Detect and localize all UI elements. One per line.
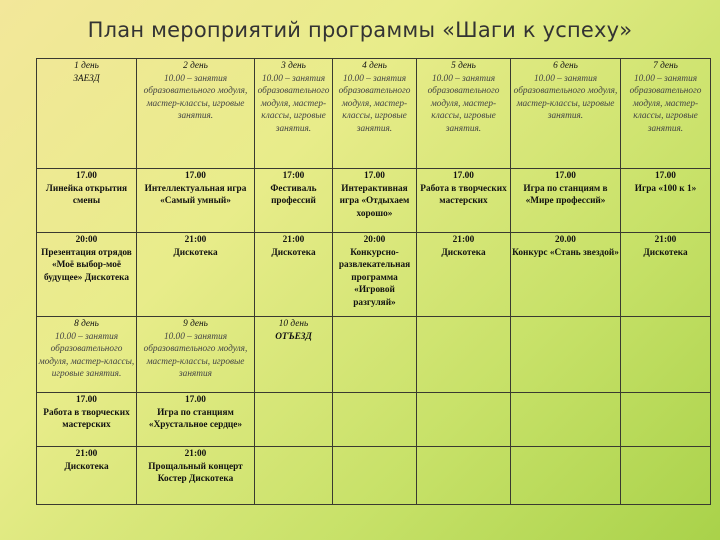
- empty-cell: [621, 317, 711, 393]
- event-cell: [417, 233, 511, 317]
- event-text: Работа в творческих мастерских: [420, 183, 507, 207]
- table-row: [37, 169, 711, 233]
- event-time: 17.00: [655, 171, 676, 181]
- day-1-cell: [37, 59, 137, 169]
- schedule-table: [36, 58, 711, 505]
- event-cell: [511, 169, 621, 233]
- event-cell: [255, 233, 333, 317]
- day-label: 8 день: [74, 319, 99, 329]
- day-6-cell: [511, 59, 621, 169]
- table-row: [37, 59, 711, 169]
- cell-text: 10.00 – занятия образовательного модуля, мастер-классы, игровые занятия.: [513, 73, 618, 122]
- day-label: 1 день: [74, 61, 99, 71]
- event-text: Конкурс «Стань звездой»: [512, 247, 619, 258]
- event-time: 20:00: [363, 235, 386, 245]
- event-time: 17.00: [555, 171, 576, 181]
- cell-text: ЗАЕЗД: [73, 73, 100, 84]
- event-cell: [621, 233, 711, 317]
- event-time: 21:00: [452, 235, 475, 245]
- event-cell: [37, 393, 137, 447]
- table-row: [37, 233, 711, 317]
- event-text: Дискотека: [643, 247, 688, 258]
- event-time: 20.00: [555, 235, 576, 245]
- event-text: Игра по станциям в «Мире профессий»: [523, 183, 608, 207]
- event-text: Дискотека: [173, 247, 218, 258]
- event-text: Презентация отрядов «Моё выбор-моё будущее» Дискотека: [41, 247, 132, 283]
- table-row: [37, 317, 711, 393]
- event-text: Дискотека: [64, 461, 109, 472]
- event-time: 17.00: [76, 395, 97, 405]
- event-time: 21:00: [184, 235, 207, 245]
- event-cell: [37, 447, 137, 505]
- event-time: 21:00: [184, 449, 207, 459]
- day-2-cell: [137, 59, 255, 169]
- day-label: 6 день: [553, 61, 578, 71]
- event-time: 17.00: [185, 171, 206, 181]
- table-row: [37, 393, 711, 447]
- cell-text: 10.00 – занятия образовательного модуля, мастер-классы, игровые занятия.: [629, 73, 702, 134]
- event-text: Игра «100 к 1»: [634, 183, 697, 194]
- empty-cell: [511, 393, 621, 447]
- page-title: План мероприятий программы «Шаги к успеху»: [87, 18, 633, 42]
- empty-cell: [511, 447, 621, 505]
- cell-text: 10.00 – занятия образовательного модуля, мастер-классы, игровые занятия.: [143, 73, 248, 122]
- event-cell: [37, 233, 137, 317]
- event-text: Дискотека: [271, 247, 316, 258]
- event-time: 21:00: [282, 235, 305, 245]
- day-4-cell: [333, 59, 417, 169]
- event-text: Фестиваль профессий: [270, 183, 317, 207]
- day-label: 7 день: [653, 61, 678, 71]
- event-text: Конкурсно-развлекательная программа «Игровой разгуляй»: [338, 247, 411, 308]
- event-cell: [137, 169, 255, 233]
- day-10-cell: [255, 317, 333, 393]
- event-text: Дискотека: [441, 247, 486, 258]
- event-time: 21:00: [75, 449, 98, 459]
- day-label: 2 день: [183, 61, 208, 71]
- event-cell: [333, 233, 417, 317]
- day-label: 9 день: [183, 319, 208, 329]
- event-text: Работа в творческих мастерских: [43, 407, 130, 431]
- empty-cell: [255, 447, 333, 505]
- day-label: 10 день: [278, 319, 309, 329]
- empty-cell: [255, 393, 333, 447]
- event-time: 17.00: [76, 171, 97, 181]
- day-7-cell: [621, 59, 711, 169]
- empty-cell: [333, 447, 417, 505]
- event-time: 17.00: [453, 171, 474, 181]
- event-cell: [255, 169, 333, 233]
- event-cell: [137, 447, 255, 505]
- event-text: Линейка открытия смены: [45, 183, 128, 207]
- table-row: [37, 447, 711, 505]
- empty-cell: [621, 447, 711, 505]
- day-label: 5 день: [451, 61, 476, 71]
- day-label: 3 день: [281, 61, 306, 71]
- day-8-cell: [37, 317, 137, 393]
- cell-text: ОТЪЕЗД: [275, 331, 312, 342]
- day-5-cell: [417, 59, 511, 169]
- event-cell: [137, 233, 255, 317]
- event-time: 17:00: [282, 171, 305, 181]
- event-text: Игра по станциям «Хрустальное сердце»: [148, 407, 243, 431]
- event-time: 21:00: [654, 235, 677, 245]
- day-9-cell: [137, 317, 255, 393]
- event-time: 17.00: [364, 171, 385, 181]
- empty-cell: [417, 393, 511, 447]
- event-text: Интеллектуальная игра «Самый умный»: [144, 183, 247, 207]
- event-cell: [137, 393, 255, 447]
- empty-cell: [511, 317, 621, 393]
- cell-text: 10.00 – занятия образовательного модуля, мастер-классы, игровые занятия.: [427, 73, 500, 134]
- event-cell: [333, 169, 417, 233]
- event-cell: [37, 169, 137, 233]
- empty-cell: [333, 393, 417, 447]
- cell-text: 10.00 – занятия образовательного модуля, мастер-классы, игровые занятия.: [338, 73, 411, 134]
- event-cell: [621, 169, 711, 233]
- empty-cell: [333, 317, 417, 393]
- cell-text: 10.00 – занятия образовательного модуля, мастер-классы, игровые занятия.: [257, 73, 330, 134]
- event-time: 20:00: [75, 235, 98, 245]
- event-text: Интерактивная игра «Отдыхаем хорошо»: [339, 183, 410, 219]
- empty-cell: [417, 447, 511, 505]
- day-3-cell: [255, 59, 333, 169]
- event-time: 17.00: [185, 395, 206, 405]
- event-cell: [417, 169, 511, 233]
- day-label: 4 день: [362, 61, 387, 71]
- event-text: Прощальный концерт Костер Дискотека: [148, 461, 243, 485]
- empty-cell: [417, 317, 511, 393]
- cell-text: 10.00 – занятия образовательного модуля, мастер-классы, игровые занятия: [143, 331, 248, 380]
- cell-text: 10.00 – занятия образовательного модуля, мастер-классы, игровые занятия.: [38, 331, 135, 380]
- empty-cell: [621, 393, 711, 447]
- event-cell: [511, 233, 621, 317]
